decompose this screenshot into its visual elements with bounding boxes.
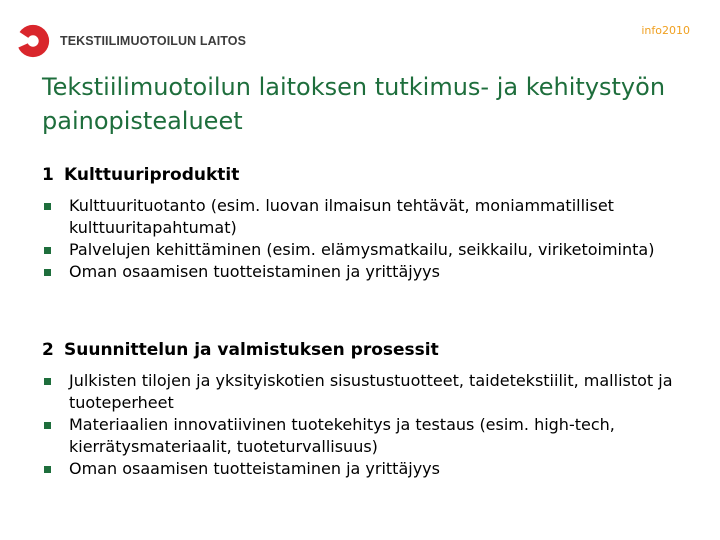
bullet-square-icon	[44, 247, 51, 254]
page-title: Tekstiilimuotoilun laitoksen tutkimus- ja kehitystyön painopistealueet	[42, 73, 666, 135]
list-item	[44, 261, 684, 283]
section-heading-1	[42, 165, 239, 185]
list-item-text: Palvelujen kehittäminen (esim. elämysmatkailu, seikkailu, viriketoiminta)	[69, 240, 655, 259]
section-heading-2	[42, 340, 439, 360]
bullet-square-icon	[44, 203, 51, 210]
list-item	[44, 239, 684, 261]
section-number: 1	[42, 165, 54, 185]
section-number: 2	[42, 340, 54, 360]
list-item-text: Julkisten tilojen ja yksityiskotien sisustustuotteet, taidetekstiilit, mallistot ja tuoteperheet	[69, 371, 673, 412]
bullet-square-icon	[44, 269, 51, 276]
department-logo-icon	[14, 22, 52, 60]
list-item	[44, 370, 684, 414]
list-item-text: Oman osaamisen tuotteistaminen ja yrittäjyys	[69, 262, 440, 281]
list-item	[44, 195, 684, 239]
section-title: Suunnittelun ja valmistuksen prosessit	[64, 340, 439, 360]
list-item-text: Kulttuurituotanto (esim. luovan ilmaisun tehtävät, moniammatilliset kulttuuritapahtumat)	[69, 196, 614, 237]
info-tag: info2010	[641, 24, 690, 37]
list-item	[44, 414, 684, 458]
section-title: Kulttuuriproduktit	[64, 165, 240, 185]
bullet-square-icon	[44, 422, 51, 429]
section-2-list	[44, 370, 684, 480]
bullet-square-icon	[44, 466, 51, 473]
list-item	[44, 458, 684, 480]
header-logo	[14, 22, 246, 60]
section-1-list	[44, 195, 684, 283]
list-item-text: Materiaalien innovatiivinen tuotekehitys ja testaus (esim. high-tech, kierrätysmateriaalit, tuoteturvallisuus)	[69, 415, 615, 456]
logo-text: TEKSTIILIMUOTOILUN LAITOS	[60, 34, 247, 48]
bullet-square-icon	[44, 378, 51, 385]
list-item-text: Oman osaamisen tuotteistaminen ja yrittäjyys	[69, 459, 440, 478]
